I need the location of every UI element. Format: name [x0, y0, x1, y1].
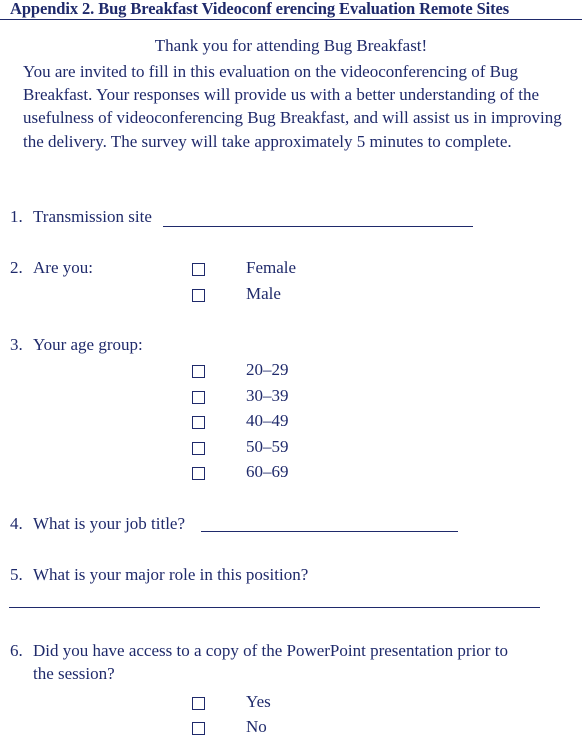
checkbox-no[interactable]: [192, 722, 205, 735]
major-role-field[interactable]: [9, 607, 540, 608]
question-text: What is your job title?: [33, 514, 186, 533]
option-label: 50–59: [246, 437, 289, 456]
question-number: 2.: [10, 258, 23, 277]
intro-paragraph: You are invited to fill in this evaluation on the videoconferencing of Bug Breakfast. Your responses will provide us with a better understanding of the usefulness of videoconferencing Bug Breakfast, and will assist us in improving the delivery. The survey will take approximately 5 minutes to complete.: [23, 62, 562, 151]
question-text: Are you:: [33, 258, 93, 277]
question-text: Transmission site: [33, 207, 152, 226]
appendix-header: [0, 0, 582, 20]
option-label: No: [246, 717, 267, 736]
appendix-title: Appendix 2. Bug Breakfast Videoconf erencing Evaluation Remote Sites: [10, 0, 510, 18]
option-label: 30–39: [246, 386, 289, 405]
checkbox-age-30-39[interactable]: [192, 391, 205, 404]
question-text: What is your major role in this position?: [33, 565, 309, 584]
question-number: 4.: [10, 514, 23, 533]
checkbox-female[interactable]: [192, 263, 205, 276]
option-label: 40–49: [246, 411, 289, 430]
question-number: 5.: [10, 565, 23, 584]
question-text: Did you have access to a copy of the PowerPoint presentation prior to: [33, 641, 508, 660]
option-label: Female: [246, 258, 297, 277]
question-number: 3.: [10, 335, 23, 354]
transmission-site-field[interactable]: [163, 226, 473, 227]
question-number: 6.: [10, 641, 23, 660]
checkbox-age-50-59[interactable]: [192, 442, 205, 455]
checkbox-age-40-49[interactable]: [192, 416, 205, 429]
option-label: Male: [246, 284, 281, 303]
question-number: 1.: [10, 207, 23, 226]
question-text: Your age group:: [33, 335, 143, 354]
job-title-field[interactable]: [201, 531, 458, 532]
question-text: the session?: [33, 664, 115, 683]
checkbox-yes[interactable]: [192, 697, 205, 710]
checkbox-age-60-69[interactable]: [192, 467, 205, 480]
checkbox-male[interactable]: [192, 289, 205, 302]
option-label: Yes: [246, 692, 271, 711]
option-label: 20–29: [246, 360, 289, 379]
option-label: 60–69: [246, 462, 289, 481]
checkbox-age-20-29[interactable]: [192, 365, 205, 378]
thank-you-line: Thank you for attending Bug Breakfast!: [154, 36, 428, 55]
